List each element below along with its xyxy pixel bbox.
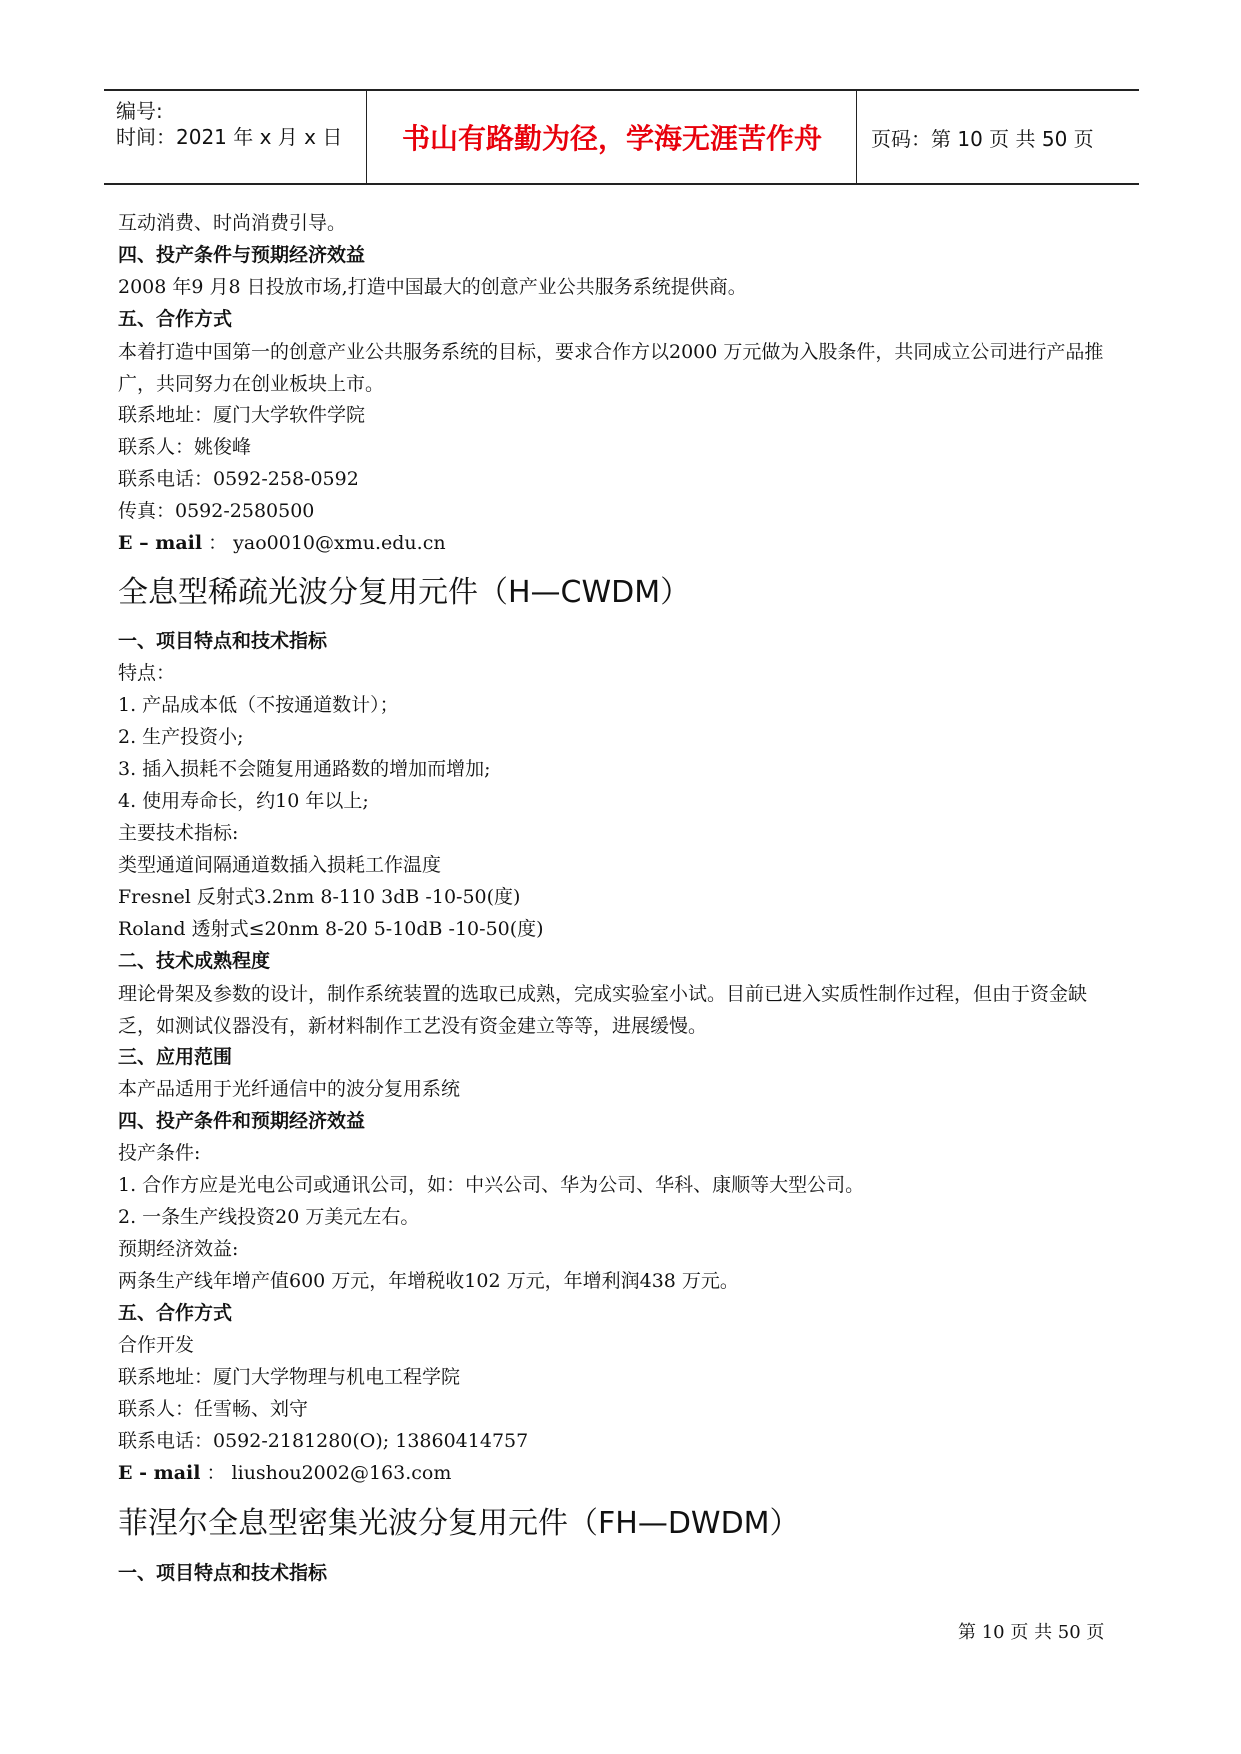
p1-sec4-title: 四、投产条件与预期经济效益 (118, 244, 366, 266)
p2-sec2-text: 理论骨架及参数的设计，制作系统装置的选取已成熟，完成实验室小试。目前已进入实质性制作过程，但由于资金缺乏，如测试仪器没有，新材料制作工艺没有资金建立等等，进展缓慢。 (118, 983, 1088, 1037)
p2-feature-2: 2. 生产投资小; (118, 726, 244, 748)
p3-title: 菲涅尔全息型密集光波分复用元件（FH—DWDM） (118, 1506, 800, 1541)
p2-sec5-title: 五、合作方式 (118, 1302, 233, 1324)
p2-spec-row-fresnel: Fresnel 反射式3.2nm 8-110 3dB -10-50(度) (118, 886, 521, 908)
p2-contact: 联系人：任雪畅、刘守 (118, 1398, 309, 1420)
p1-sec4-text: 2008 年9 月8 日投放市场,打造中国最大的创意产业公共服务系统提供商。 (118, 276, 747, 298)
p2-spec-row-roland: Roland 透射式≤20nm 8-20 5-10dB -10-50(度) (118, 918, 544, 940)
p1-continued-line: 互动消费、时尚消费引导。 (118, 212, 347, 234)
p1-fax: 传真：0592-2580500 (118, 500, 315, 522)
p2-benefit-label: 预期经济效益: (118, 1238, 239, 1260)
p1-sec5-text: 本着打造中国第一的创意产业公共服务系统的目标，要求合作方以2000 万元做为入股条件，共同成立公司进行产品推广，共同努力在创业板块上市。 (118, 341, 1104, 395)
p2-feature-4: 4. 使用寿命长，约10 年以上; (118, 790, 369, 812)
p1-email (118, 530, 446, 556)
p2-sec4-title: 四、投产条件和预期经济效益 (118, 1110, 366, 1132)
p2-feature-1: 1. 产品成本低（不按通道数计）； (118, 694, 399, 716)
p2-title: 全息型稀疏光波分复用元件（H—CWDM） (118, 575, 691, 610)
p2-address: 联系地址：厦门大学物理与机电工程学院 (118, 1366, 461, 1388)
p2-phone: 联系电话：0592-2181280(O); 13860414757 (118, 1430, 529, 1452)
header-motto: 书山有路勤为径，学海无涯苦作舟 (368, 91, 857, 183)
p1-contact: 联系人：姚俊峰 (118, 436, 252, 458)
p2-features-label: 特点： (118, 662, 176, 684)
p2-cond-label: 投产条件: (118, 1142, 201, 1164)
p2-sec3-title: 三、应用范围 (118, 1046, 233, 1068)
p2-feature-3: 3. 插入损耗不会随复用通路数的增加而增加; (118, 758, 491, 780)
p1-sec5-title: 五、合作方式 (118, 308, 233, 330)
p1-email-label: E – mail (118, 532, 203, 554)
p2-email-value: ： liushou2002@163.com (206, 1462, 452, 1484)
p2-specs-header: 类型通道间隔通道数插入损耗工作温度 (118, 854, 442, 876)
p2-condition-1: 1. 合作方应是光电公司或通讯公司，如：中兴公司、华为公司、华科、康顺等大型公司。 (118, 1174, 865, 1196)
p2-email (118, 1460, 451, 1486)
p2-specs-label: 主要技术指标: (118, 822, 239, 844)
p2-benefit-text: 两条生产线年增产值600 万元，年增税收102 万元，年增利润438 万元。 (118, 1270, 739, 1292)
header-page-label: 页码：第 10 页 共 50 页 (871, 126, 1094, 151)
header-time-label: 时间：2021 年 x 月 x 日 (116, 125, 343, 149)
page-footer: 第 10 页 共 50 页 (958, 1622, 1105, 1643)
header-meta-cell (104, 91, 367, 183)
p1-address: 联系地址：厦门大学软件学院 (118, 404, 366, 426)
p3-sec1-title: 一、项目特点和技术指标 (118, 1562, 328, 1584)
p2-sec2-title: 二、技术成熟程度 (118, 950, 271, 972)
p2-sec1-title: 一、项目特点和技术指标 (118, 630, 328, 652)
p2-sec3-text: 本产品适用于光纤通信中的波分复用系统 (118, 1078, 461, 1100)
p2-sec5-text: 合作开发 (118, 1334, 195, 1356)
p1-phone: 联系电话：0592-258-0592 (118, 468, 359, 490)
p1-email-value: ： yao0010@xmu.edu.cn (208, 532, 446, 554)
header-number-label: 编号: (116, 99, 163, 123)
page-header (104, 89, 1139, 185)
p2-email-label: E - mail (118, 1462, 201, 1484)
p2-condition-2: 2. 一条生产线投资20 万美元左右。 (118, 1206, 420, 1228)
